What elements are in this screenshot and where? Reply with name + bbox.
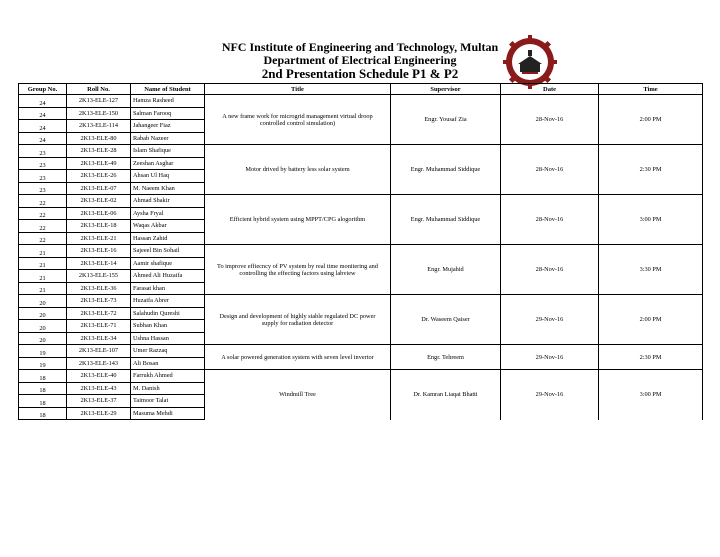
roll-number-cell: 2K13-ELE-80 xyxy=(67,132,131,145)
student-name-cell: Zeeshan Asghar xyxy=(131,157,205,170)
date-cell: 29-Nov-16 xyxy=(501,370,599,420)
supervisor-cell: Dr. Kamran Liaqat Bhatti xyxy=(391,370,501,420)
roll-number-cell: 2K13-ELE-49 xyxy=(67,157,131,170)
roll-number-cell: 2K13-ELE-150 xyxy=(67,107,131,120)
time-cell: 2:30 PM xyxy=(599,145,703,195)
group-number-cell: 19 xyxy=(19,357,67,370)
supervisor-cell: Engr. Tehreem xyxy=(391,345,501,370)
student-name-cell: Aamir shafique xyxy=(131,257,205,270)
roll-number-cell: 2K13-ELE-02 xyxy=(67,195,131,208)
student-name-cell: Ahsan Ul Haq xyxy=(131,170,205,183)
table-row xyxy=(19,95,703,108)
roll-number-cell: 2K13-ELE-07 xyxy=(67,182,131,195)
schedule-body xyxy=(19,95,703,420)
table-row xyxy=(19,145,703,158)
group-number-cell: 21 xyxy=(19,270,67,283)
roll-number-cell: 2K13-ELE-71 xyxy=(67,320,131,333)
group-number-cell: 20 xyxy=(19,320,67,333)
student-name-cell: Huzaifa Abrer xyxy=(131,295,205,308)
col-group-no: Group No. xyxy=(19,84,67,95)
date-cell: 28-Nov-16 xyxy=(501,145,599,195)
project-title-cell: A solar powered generation system with seven level invertor xyxy=(205,345,391,370)
schedule-title: 2nd Presentation Schedule P1 & P2 xyxy=(261,66,459,81)
student-name-cell: Islam Shafique xyxy=(131,145,205,158)
roll-number-cell: 2K13-ELE-36 xyxy=(67,282,131,295)
student-name-cell: Hassan Zahid xyxy=(131,232,205,245)
department-name: Department of Electrical Engineering xyxy=(263,53,457,67)
col-student-name: Name of Student xyxy=(131,84,205,95)
roll-number-cell: 2K13-ELE-06 xyxy=(67,207,131,220)
roll-number-cell: 2K13-ELE-34 xyxy=(67,332,131,345)
group-number-cell: 23 xyxy=(19,182,67,195)
col-time: Time xyxy=(599,84,703,95)
student-name-cell: Jahangeer Fiaz xyxy=(131,120,205,133)
col-title: Title xyxy=(205,84,391,95)
group-number-cell: 19 xyxy=(19,345,67,358)
university-logo-icon xyxy=(502,34,558,90)
project-title-cell: To improve effiecncy of PV system by real time monitering and controlling the effecting factors using labview xyxy=(205,245,391,295)
group-number-cell: 22 xyxy=(19,232,67,245)
institute-name: NFC Institute of Engineering and Technology, Multan xyxy=(221,40,499,54)
roll-number-cell: 2K13-ELE-26 xyxy=(67,170,131,183)
project-title-cell: Efficient hybrid system using MPPT/CPG alogorithm xyxy=(205,195,391,245)
group-number-cell: 18 xyxy=(19,395,67,408)
group-number-cell: 24 xyxy=(19,95,67,108)
date-cell: 28-Nov-16 xyxy=(501,195,599,245)
student-name-cell: Taimoor Talat xyxy=(131,395,205,408)
student-name-cell: Farasat khan xyxy=(131,282,205,295)
col-date: Date xyxy=(501,84,599,95)
group-number-cell: 21 xyxy=(19,257,67,270)
roll-number-cell: 2K13-ELE-28 xyxy=(67,145,131,158)
group-number-cell: 24 xyxy=(19,132,67,145)
student-name-cell: Masuma Mehdi xyxy=(131,407,205,420)
document-header xyxy=(0,40,720,80)
table-row xyxy=(19,370,703,383)
roll-number-cell: 2K13-ELE-14 xyxy=(67,257,131,270)
group-number-cell: 21 xyxy=(19,282,67,295)
col-supervisor: Supervisor xyxy=(391,84,501,95)
date-cell: 29-Nov-16 xyxy=(501,345,599,370)
presentation-schedule-table xyxy=(18,83,703,420)
group-number-cell: 23 xyxy=(19,170,67,183)
student-name-cell: Hamza Rasheed xyxy=(131,95,205,108)
roll-number-cell: 2K13-ELE-155 xyxy=(67,270,131,283)
roll-number-cell: 2K13-ELE-37 xyxy=(67,395,131,408)
roll-number-cell: 2K13-ELE-107 xyxy=(67,345,131,358)
table-row xyxy=(19,195,703,208)
group-number-cell: 20 xyxy=(19,307,67,320)
roll-number-cell: 2K13-ELE-72 xyxy=(67,307,131,320)
roll-number-cell: 2K13-ELE-40 xyxy=(67,370,131,383)
supervisor-cell: Engr. Yousaf Zia xyxy=(391,95,501,145)
student-name-cell: Ushna Hassan xyxy=(131,332,205,345)
group-number-cell: 20 xyxy=(19,332,67,345)
student-name-cell: Farrukh Ahmed xyxy=(131,370,205,383)
roll-number-cell: 2K13-ELE-114 xyxy=(67,120,131,133)
roll-number-cell: 2K13-ELE-43 xyxy=(67,382,131,395)
student-name-cell: Salman Farooq xyxy=(131,107,205,120)
supervisor-cell: Dr. Waseem Qaiser xyxy=(391,295,501,345)
supervisor-cell: Engr. Muhammad Siddique xyxy=(391,145,501,195)
student-name-cell: Umer Razzaq xyxy=(131,345,205,358)
roll-number-cell: 2K13-ELE-73 xyxy=(67,295,131,308)
group-number-cell: 18 xyxy=(19,407,67,420)
table-row xyxy=(19,245,703,258)
time-cell: 3:00 PM xyxy=(599,370,703,420)
project-title-cell: Windmill Tree xyxy=(205,370,391,420)
student-name-cell: Aysha Fryal xyxy=(131,207,205,220)
roll-number-cell: 2K13-ELE-127 xyxy=(67,95,131,108)
roll-number-cell: 2K13-ELE-143 xyxy=(67,357,131,370)
student-name-cell: Subhan Khan xyxy=(131,320,205,333)
group-number-cell: 22 xyxy=(19,220,67,233)
group-number-cell: 22 xyxy=(19,195,67,208)
project-title-cell: Motor drived by battery less solar system xyxy=(205,145,391,195)
group-number-cell: 23 xyxy=(19,145,67,158)
student-name-cell: Ahmed Ali Huzaifa xyxy=(131,270,205,283)
time-cell: 3:00 PM xyxy=(599,195,703,245)
project-title-cell: A new frame work for microgrid management virtual droop controlled control simulation) xyxy=(205,95,391,145)
group-number-cell: 21 xyxy=(19,245,67,258)
table-row xyxy=(19,295,703,308)
group-number-cell: 18 xyxy=(19,382,67,395)
time-cell: 3:30 PM xyxy=(599,245,703,295)
roll-number-cell: 2K13-ELE-16 xyxy=(67,245,131,258)
table-header-row xyxy=(19,84,703,95)
table-row xyxy=(19,345,703,358)
supervisor-cell: Engr. Mujahid xyxy=(391,245,501,295)
roll-number-cell: 2K13-ELE-29 xyxy=(67,407,131,420)
date-cell: 29-Nov-16 xyxy=(501,295,599,345)
date-cell: 28-Nov-16 xyxy=(501,245,599,295)
time-cell: 2:30 PM xyxy=(599,345,703,370)
student-name-cell: Waqas Akbar xyxy=(131,220,205,233)
student-name-cell: Rabab Nazeer xyxy=(131,132,205,145)
group-number-cell: 20 xyxy=(19,295,67,308)
roll-number-cell: 2K13-ELE-21 xyxy=(67,232,131,245)
student-name-cell: M. Naeem Khan xyxy=(131,182,205,195)
group-number-cell: 24 xyxy=(19,107,67,120)
group-number-cell: 23 xyxy=(19,157,67,170)
group-number-cell: 22 xyxy=(19,207,67,220)
time-cell: 2:00 PM xyxy=(599,295,703,345)
student-name-cell: Ahmad Shakir xyxy=(131,195,205,208)
time-cell: 2:00 PM xyxy=(599,95,703,145)
supervisor-cell: Engr. Muhammad Siddique xyxy=(391,195,501,245)
project-title-cell: Design and development of highly stable regulated DC power supply for radiation detector xyxy=(205,295,391,345)
student-name-cell: Sajeeel Bin Sohail xyxy=(131,245,205,258)
student-name-cell: Salahudin Qureshi xyxy=(131,307,205,320)
student-name-cell: Ali Bosan xyxy=(131,357,205,370)
student-name-cell: M. Danish xyxy=(131,382,205,395)
group-number-cell: 18 xyxy=(19,370,67,383)
group-number-cell: 24 xyxy=(19,120,67,133)
roll-number-cell: 2K13-ELE-18 xyxy=(67,220,131,233)
date-cell: 28-Nov-16 xyxy=(501,95,599,145)
col-roll-no: Roll No. xyxy=(67,84,131,95)
